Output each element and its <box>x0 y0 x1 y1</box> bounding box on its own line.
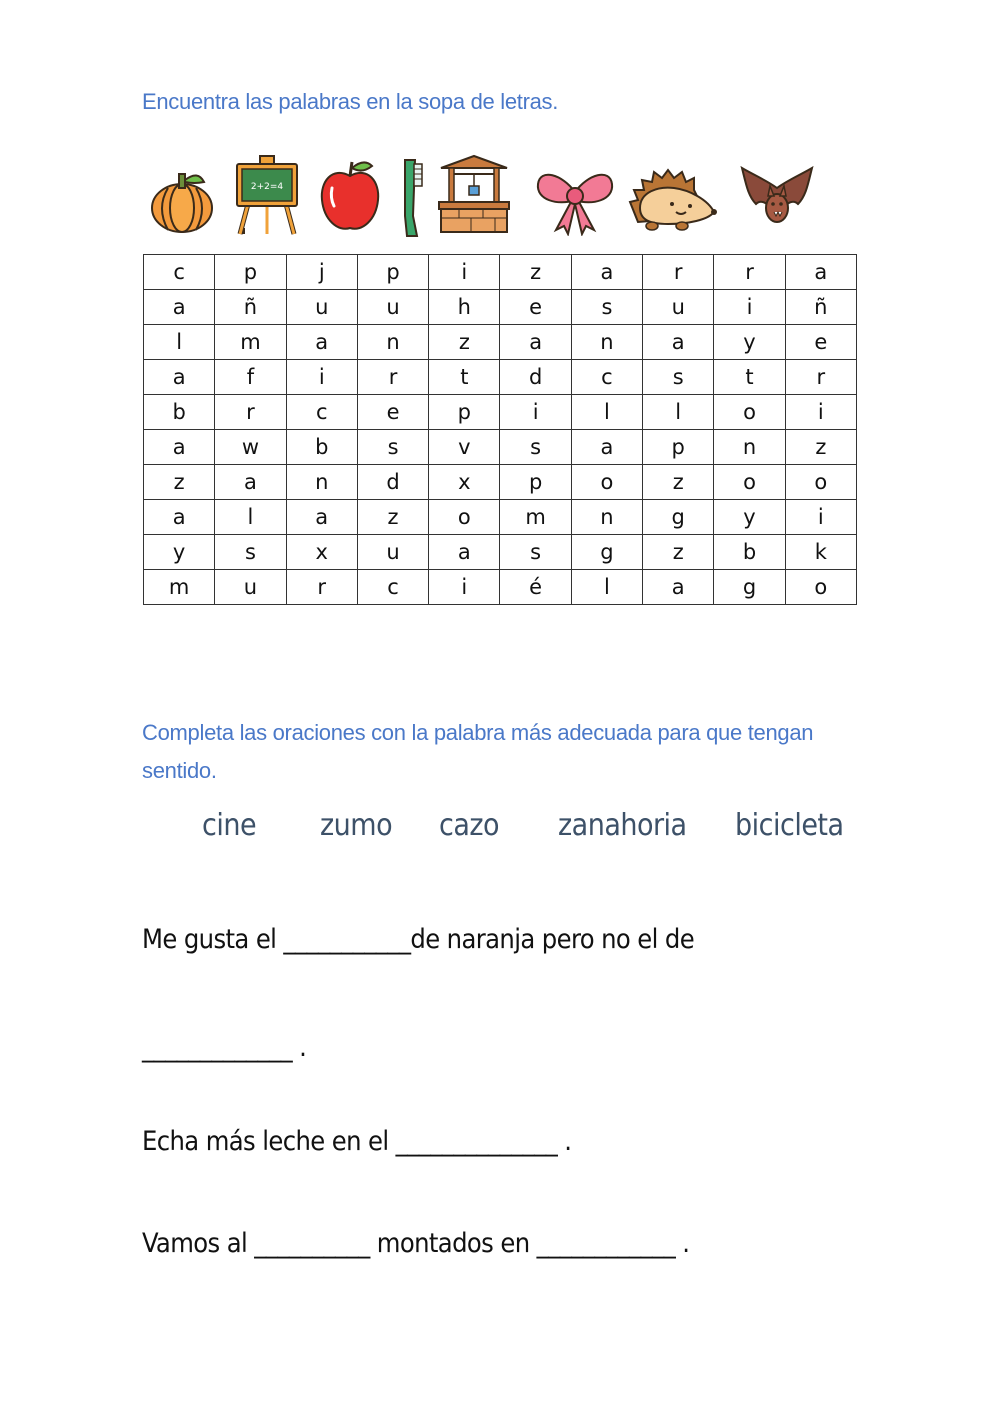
grid-cell[interactable]: e <box>357 395 428 430</box>
grid-cell[interactable]: s <box>500 430 571 465</box>
grid-cell[interactable]: ñ <box>785 290 856 325</box>
grid-cell[interactable]: c <box>144 255 215 290</box>
grid-cell[interactable]: i <box>500 395 571 430</box>
grid-cell[interactable]: z <box>500 255 571 290</box>
grid-cell[interactable]: u <box>215 570 286 605</box>
grid-cell[interactable]: a <box>643 570 714 605</box>
grid-cell[interactable]: m <box>144 570 215 605</box>
grid-cell[interactable]: o <box>571 465 642 500</box>
grid-cell[interactable]: i <box>429 255 500 290</box>
grid-cell[interactable]: a <box>144 360 215 395</box>
grid-cell[interactable]: p <box>429 395 500 430</box>
grid-cell[interactable]: é <box>500 570 571 605</box>
grid-cell[interactable]: a <box>571 255 642 290</box>
grid-cell[interactable]: o <box>785 570 856 605</box>
grid-cell[interactable]: r <box>714 255 785 290</box>
grid-cell[interactable]: p <box>500 465 571 500</box>
grid-cell[interactable]: v <box>429 430 500 465</box>
grid-cell[interactable]: n <box>571 325 642 360</box>
grid-cell[interactable]: s <box>643 360 714 395</box>
grid-cell[interactable]: e <box>500 290 571 325</box>
grid-cell[interactable]: r <box>286 570 357 605</box>
grid-cell[interactable]: l <box>215 500 286 535</box>
grid-row <box>144 255 857 290</box>
grid-cell[interactable]: o <box>785 465 856 500</box>
grid-cell[interactable]: f <box>215 360 286 395</box>
grid-cell[interactable]: i <box>785 395 856 430</box>
grid-cell[interactable]: i <box>714 290 785 325</box>
grid-cell[interactable]: c <box>571 360 642 395</box>
grid-cell[interactable]: b <box>144 395 215 430</box>
grid-cell[interactable]: a <box>215 465 286 500</box>
grid-cell[interactable]: u <box>643 290 714 325</box>
grid-cell[interactable]: u <box>286 290 357 325</box>
grid-cell[interactable]: y <box>714 500 785 535</box>
grid-cell[interactable]: z <box>643 465 714 500</box>
grid-cell[interactable]: p <box>215 255 286 290</box>
sentence-2: Echa más leche en el ______________ . <box>142 1126 572 1157</box>
grid-cell[interactable]: z <box>357 500 428 535</box>
grid-row <box>144 325 857 360</box>
grid-cell[interactable]: t <box>714 360 785 395</box>
grid-cell[interactable]: c <box>357 570 428 605</box>
grid-cell[interactable]: e <box>785 325 856 360</box>
grid-cell[interactable]: a <box>500 325 571 360</box>
grid-cell[interactable]: l <box>144 325 215 360</box>
grid-cell[interactable]: y <box>714 325 785 360</box>
grid-row <box>144 570 857 605</box>
grid-cell[interactable]: n <box>286 465 357 500</box>
grid-cell[interactable]: i <box>785 500 856 535</box>
grid-cell[interactable]: i <box>286 360 357 395</box>
grid-cell[interactable]: a <box>286 500 357 535</box>
hedgehog-icon <box>628 168 718 232</box>
word-bank-item: cazo <box>439 808 500 843</box>
picture-row <box>142 152 856 242</box>
grid-cell[interactable]: z <box>785 430 856 465</box>
grid-cell[interactable]: n <box>571 500 642 535</box>
grid-cell[interactable]: g <box>571 535 642 570</box>
grid-cell[interactable]: u <box>357 290 428 325</box>
grid-cell[interactable]: x <box>429 465 500 500</box>
sentence-3: Vamos al __________ montados en ____________ . <box>142 1228 690 1259</box>
apple-icon <box>318 158 382 234</box>
grid-row <box>144 500 857 535</box>
grid-cell[interactable]: ñ <box>215 290 286 325</box>
grid-row <box>144 430 857 465</box>
word-bank-item: zanahoria <box>558 808 687 843</box>
grid-row <box>144 465 857 500</box>
grid-cell[interactable]: t <box>429 360 500 395</box>
grid-row <box>144 535 857 570</box>
grid-cell[interactable]: s <box>215 535 286 570</box>
grid-cell[interactable]: r <box>357 360 428 395</box>
grid-cell[interactable]: d <box>357 465 428 500</box>
grid-cell[interactable]: r <box>785 360 856 395</box>
sentence-1-continued: _____________ . <box>142 1032 307 1063</box>
grid-cell[interactable]: z <box>429 325 500 360</box>
grid-cell[interactable]: i <box>429 570 500 605</box>
grid-cell[interactable]: p <box>357 255 428 290</box>
grid-cell[interactable]: a <box>144 290 215 325</box>
grid-cell[interactable]: m <box>500 500 571 535</box>
well-icon <box>437 154 511 234</box>
grid-cell[interactable]: z <box>144 465 215 500</box>
word-bank-item: bicicleta <box>735 808 844 843</box>
grid-cell[interactable]: g <box>714 570 785 605</box>
chalkboard-icon <box>234 154 300 236</box>
grid-cell[interactable]: p <box>643 430 714 465</box>
word-bank-item: zumo <box>320 808 393 843</box>
bat-icon <box>740 166 814 236</box>
pumpkin-icon <box>148 166 216 234</box>
word-search-grid <box>143 254 857 605</box>
grid-row <box>144 360 857 395</box>
grid-row <box>144 290 857 325</box>
grid-cell[interactable]: s <box>357 430 428 465</box>
grid-cell[interactable]: y <box>144 535 215 570</box>
grid-cell[interactable]: a <box>144 500 215 535</box>
grid-cell[interactable]: a <box>643 325 714 360</box>
grid-cell[interactable]: b <box>286 430 357 465</box>
sentence-1: Me gusta el ___________de naranja pero no el de <box>142 924 695 955</box>
grid-cell[interactable]: s <box>500 535 571 570</box>
grid-cell[interactable]: a <box>571 430 642 465</box>
grid-cell[interactable]: s <box>571 290 642 325</box>
grid-cell[interactable]: l <box>643 395 714 430</box>
grid-cell[interactable]: n <box>714 430 785 465</box>
grid-cell[interactable]: a <box>429 535 500 570</box>
grid-cell[interactable]: g <box>643 500 714 535</box>
grid-cell[interactable]: b <box>714 535 785 570</box>
grid-cell[interactable]: j <box>286 255 357 290</box>
grid-row <box>144 395 857 430</box>
grid-cell[interactable]: a <box>286 325 357 360</box>
grid-cell[interactable]: a <box>785 255 856 290</box>
grid-cell[interactable]: o <box>714 395 785 430</box>
grid-cell[interactable]: r <box>643 255 714 290</box>
grid-cell[interactable]: n <box>357 325 428 360</box>
instruction-complete-sentences: Completa las oraciones con la palabra más adecuada para que tengan sentido. <box>142 720 814 783</box>
bow-icon <box>532 164 618 236</box>
grid-cell[interactable]: d <box>500 360 571 395</box>
word-bank-item: cine <box>202 808 257 843</box>
grid-cell[interactable]: o <box>429 500 500 535</box>
grid-cell[interactable]: m <box>215 325 286 360</box>
grid-cell[interactable]: h <box>429 290 500 325</box>
svg-text:2+2=4: 2+2=4 <box>250 182 284 192</box>
grid-cell[interactable]: r <box>215 395 286 430</box>
grid-cell[interactable]: a <box>144 430 215 465</box>
grid-cell[interactable]: l <box>571 570 642 605</box>
grid-cell[interactable]: u <box>357 535 428 570</box>
toothbrush-icon <box>397 156 425 238</box>
grid-cell[interactable]: x <box>286 535 357 570</box>
grid-cell[interactable]: l <box>571 395 642 430</box>
grid-cell[interactable]: c <box>286 395 357 430</box>
grid-cell[interactable]: z <box>643 535 714 570</box>
grid-cell[interactable]: w <box>215 430 286 465</box>
grid-cell[interactable]: k <box>785 535 856 570</box>
grid-cell[interactable]: o <box>714 465 785 500</box>
instruction-word-search: Encuentra las palabras en la sopa de letras. <box>142 89 559 114</box>
